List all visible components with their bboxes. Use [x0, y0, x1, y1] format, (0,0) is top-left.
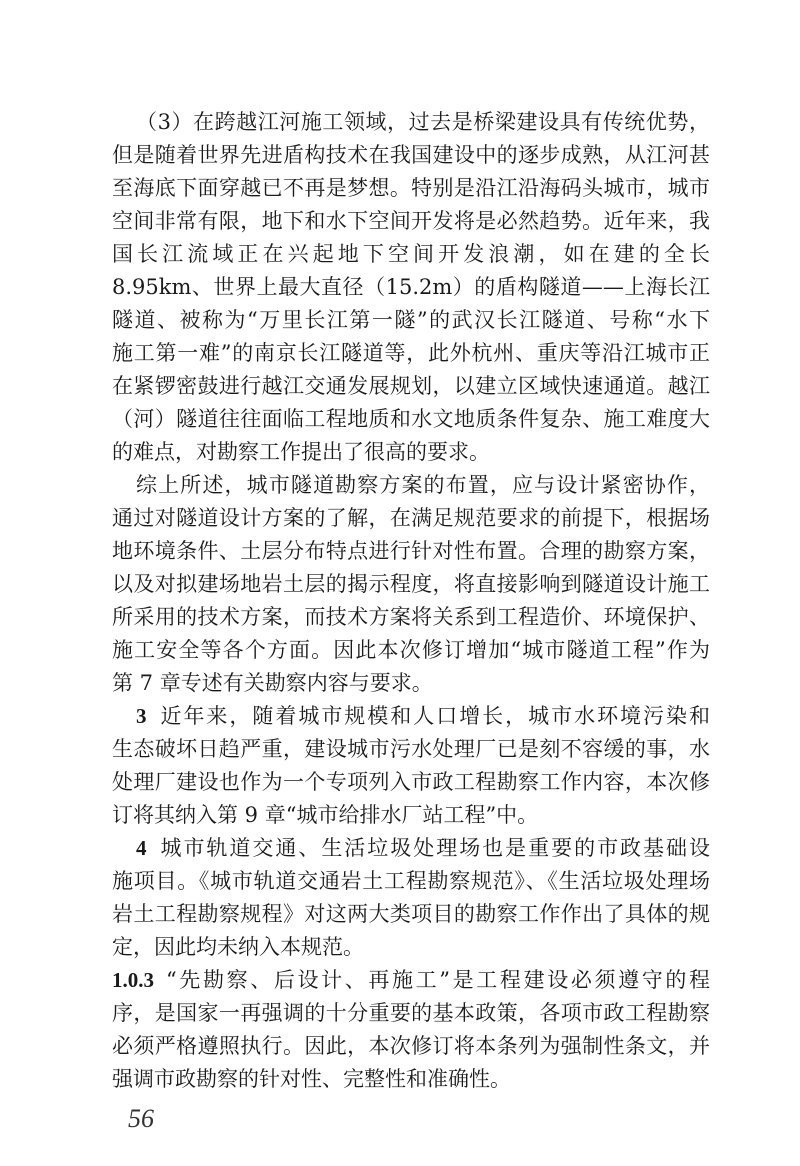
paragraph — [112, 700, 710, 832]
text-line — [112, 568, 710, 601]
line-text: 处理厂建设也作为一个专项列入市政工程勘察工作内容，本次修 — [112, 770, 710, 794]
line-text: 隧道、被称为“万里长江第一隧”的武汉长江隧道、号称“水下 — [112, 308, 710, 332]
text-line — [112, 403, 710, 436]
text-line — [112, 733, 710, 766]
text-line — [112, 601, 710, 634]
line-text: 国长江流域正在兴起地下空间开发浪潮，如在建的全长 — [112, 242, 710, 266]
line-text: 但是随着世界先进盾构技术在我国建设中的逐步成熟，从江河甚 — [112, 143, 710, 167]
line-text: 第 7 章专述有关勘察内容与要求。 — [112, 671, 433, 695]
text-line — [112, 997, 710, 1030]
paragraph — [112, 964, 710, 1096]
text-line — [112, 535, 710, 568]
text-line — [112, 238, 710, 271]
text-line — [112, 964, 710, 997]
text-line — [112, 271, 710, 304]
text-line — [112, 799, 710, 832]
text-line — [112, 106, 710, 139]
line-text: 近年来，随着城市规模和人口增长，城市水环境污染和 — [158, 704, 710, 728]
line-text: 生态破坏日趋严重，建设城市污水处理厂已是刻不容缓的事，水 — [112, 737, 710, 761]
text-line — [112, 1063, 710, 1096]
line-text: 在紧锣密鼓进行越江交通发展规划，以建立区域快速通道。越江 — [112, 374, 710, 398]
text-line — [112, 700, 710, 733]
clause-number: 3 — [136, 704, 147, 728]
text-line — [112, 436, 710, 469]
text-line — [112, 370, 710, 403]
text-line — [112, 502, 710, 535]
line-text: 以及对拟建场地岩土层的揭示程度，将直接影响到隧道设计施工 — [112, 572, 710, 596]
line-text: 订将其纳入第 9 章“城市给排水厂站工程”中。 — [112, 803, 539, 827]
line-text: 城市轨道交通、生活垃圾处理场也是重要的市政基础设 — [158, 836, 710, 860]
text-line — [112, 832, 710, 865]
line-text: 综上所述，城市隧道勘察方案的布置，应与设计紧密协作， — [136, 473, 710, 497]
text-line — [112, 205, 710, 238]
line-text: 所采用的技术方案，而技术方案将关系到工程造价、环境保护、 — [112, 605, 710, 629]
text-line — [112, 865, 710, 898]
paragraph — [112, 106, 710, 469]
line-text: 施工第一难”的南京长江隧道等，此外杭州、重庆等沿江城市正 — [112, 341, 710, 365]
text-line — [112, 667, 710, 700]
line-text: 空间非常有限，地下和水下空间开发将是必然趋势。近年来，我 — [112, 209, 710, 233]
page-number: 56 — [128, 1104, 154, 1133]
document-body — [112, 106, 710, 1096]
text-line — [112, 469, 710, 502]
text-line — [112, 172, 710, 205]
line-text: 至海底下面穿越已不再是梦想。特别是沿江沿海码头城市，城市 — [112, 176, 710, 200]
line-text: 定，因此均未纳入本规范。 — [112, 935, 364, 959]
text-line — [112, 898, 710, 931]
line-text: 序，是国家一再强调的十分重要的基本政策，各项市政工程勘察 — [112, 1001, 710, 1025]
text-line — [112, 139, 710, 172]
line-text: 施工安全等各个方面。因此本次修订增加“城市隧道工程”作为 — [112, 638, 710, 662]
line-text: 地环境条件、土层分布特点进行针对性布置。合理的勘察方案， — [112, 539, 710, 563]
line-text: （3）在跨越江河施工领域，过去是桥梁建设具有传统优势， — [136, 110, 710, 134]
line-text: 强调市政勘察的针对性、完整性和准确性。 — [112, 1067, 511, 1091]
clause-number: 1.0.3 — [112, 968, 154, 992]
line-text: 通过对隧道设计方案的了解，在满足规范要求的前提下，根据场 — [112, 506, 710, 530]
text-line — [112, 1030, 710, 1063]
line-text: 必须严格遵照执行。因此，本次修订将本条列为强制性条文，并 — [112, 1034, 710, 1058]
text-line — [112, 634, 710, 667]
text-line — [112, 931, 710, 964]
line-text: 施项目。《城市轨道交通岩土工程勘察规范》、《生活垃圾处理场 — [112, 869, 710, 893]
text-line — [112, 304, 710, 337]
line-text: 的难点，对勘察工作提出了很高的要求。 — [112, 440, 490, 464]
text-line — [112, 337, 710, 370]
line-text: （河）隧道往往面临工程地质和水文地质条件复杂、施工难度大 — [112, 407, 710, 431]
paragraph — [112, 832, 710, 964]
text-line — [112, 766, 710, 799]
line-text: 8.95km、世界上最大直径（15.2m）的盾构隧道——上海长江 — [112, 275, 710, 299]
line-text: 岩土工程勘察规程》对这两大类项目的勘察工作作出了具体的规 — [112, 902, 710, 926]
line-text: “先勘察、后设计、再施工”是工程建设必须遵守的程 — [166, 968, 710, 992]
paragraph — [112, 469, 710, 700]
clause-number: 4 — [136, 836, 147, 860]
